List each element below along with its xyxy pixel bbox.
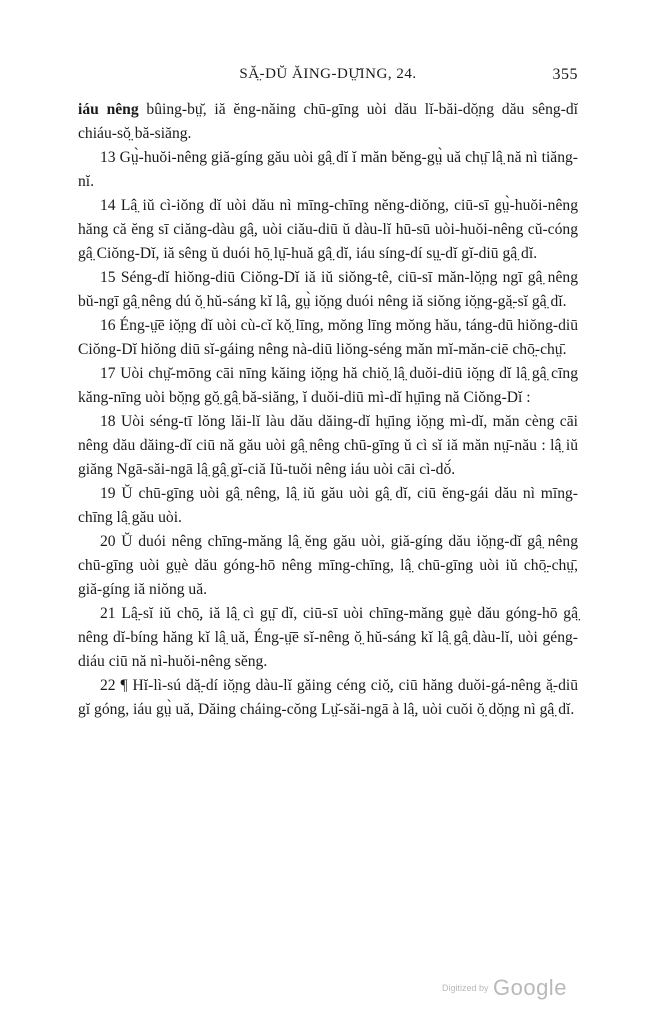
verse-number: 14 [100, 197, 116, 214]
verse-number: 22 ¶ [100, 677, 128, 694]
verse-lead: iáu nêng [78, 101, 139, 118]
verse-text: Lâ̤-sĭ iŭ chō̤, iă lâ̤ cì gṳ̄ dĭ, ciū-sī uòi chīng-măng gṳè dău góng-hō gâ̤ nêng dĭ-bíng hăng kĭ lâ̤ uă, Éng-ṳ̄ē sĭ-nêng ŏ̤ hŭ-sáng kĭ lâ̤ gâ̤ dàu-lĭ, uòi géng-diáu ciū nă nì-huŏi-nêng sĕng. [78, 605, 578, 670]
verse-text: Ŭ duói nêng chīng-măng lâ̤ ĕng gău uòi, giă-gíng dău iŏ̤ng-dĭ gâ̤ nêng chū-gīng uòi gṳè dău góng-hō nêng mīng-chīng, lâ̤ chū-gīng uòi iŭ chō̤-chṳ̄, giă-gíng iă niŏng uă. [78, 533, 578, 598]
verse-text: Uòi séng-tī lŏng lăi-lĭ làu dău dăing-dĭ hṳ̄ing iŏ̤ng mì-dĭ, măn cèng cāi nêng dău dăing-dĭ ciū nă gău uòi gâ̤ nêng chū-gīng ŭ cì sĭ iă măn nṳ̄-nău : lâ̤ iŭ giăng Ngā-săi-ngā lâ̤ gâ̤ gĭ-ciă Iŭ-tuŏi nêng iáu uòi cāi cì-dŏ́. [78, 413, 578, 478]
verse-text: bûing-bṳ̆, iă ĕng-năing chū-gīng uòi dău lĭ-băi-dŏ̤ng dău sêng-dĭ chiáu-sŏ̤ bă-siăng. [78, 101, 578, 142]
verse-16 [78, 314, 578, 362]
running-title: SĂ̤-DŬ ĂING-DṲ̆ING, 24. [239, 66, 417, 82]
verse-18 [78, 410, 578, 482]
google-logo: Google [492, 975, 567, 1000]
verse-15 [78, 266, 578, 314]
verse-text: Uòi chṳ̆-mōng cāi nīng kăing iŏ̤ng hă chiŏ̤ lâ̤ duŏi-diū iŏ̤ng dĭ lâ̤ gâ̤ cīng kăng-nīng uòi bŏ̤ng gŏ̤ gâ̤ bă-siăng, ĭ duŏi-diū mì-dĭ hṳ̄ing nă Ciŏng-Dĭ : [78, 365, 579, 406]
verse-continuation [78, 98, 578, 146]
verse-text: Gṳ̀-huŏi-nêng giă-gíng gău uòi gâ̤ dĭ ĭ măn bĕng-gṳ̀ uă chṳ̄ lâ̤ nă nì tiăng-nĭ. [78, 149, 578, 190]
verse-text: Séng-dĭ hiŏng-diū Ciŏng-Dĭ iă iŭ siŏng-tê, ciū-sī măn-lŏ̤ng ngī gâ̤ nêng bŭ-ngī gâ̤ nêng dú ŏ̤ hŭ-sáng kĭ lâ̤, gṳ̀ iŏ̤ng duói nêng iă siŏng iŏ̤ng-gă̤-sĭ gâ̤ dĭ. [78, 269, 578, 310]
verse-14 [78, 194, 578, 266]
verse-number: 19 [100, 485, 116, 502]
verse-text: Éng-ṳ̄ē iŏ̤ng dĭ uòi cù-cĭ kŏ̤ līng, mŏng līng mŏng hău, táng-dū hiŏng-diū Ciŏng-Dĭ hiŏng diū sĭ-gáing nêng nà-diū liŏng-séng măn mĭ-măn-ciē chō̤-chṳ̄. [78, 317, 578, 358]
verse-number: 17 [100, 365, 116, 382]
watermark-prefix: Digitized by [442, 983, 489, 993]
verse-22 [78, 674, 578, 722]
verse-number: 16 [100, 317, 116, 334]
body-text [78, 98, 578, 722]
verse-20 [78, 530, 578, 602]
digitized-by-google-watermark [442, 975, 567, 1001]
verse-text: Lâ̤ iŭ cì-iŏng dĭ uòi dău nì mīng-chīng nĕng-diŏng, ciū-sī gṳ̀-huŏi-nêng hăng că ĕng sī ciăng-dàu gâ̤, uòi ciău-diū ŭ dàu-lĭ hū-sū uòi-huŏi-nêng cŭ-cóng gâ̤ Ciŏng-Dĭ, iă sêng ŭ duói hō̤ lṳ̄-huă gâ̤ dĭ, iáu síng-dí sṳ̣-dĭ gĭ-diū gâ̤ dĭ. [78, 197, 578, 262]
verse-number: 20 [100, 533, 116, 550]
verse-13 [78, 146, 578, 194]
verse-17 [78, 362, 578, 410]
running-head [78, 62, 578, 92]
verse-number: 13 [100, 149, 116, 166]
verse-19 [78, 482, 578, 530]
verse-number: 15 [100, 269, 116, 286]
verse-text: Ŭ chū-gīng uòi gâ̤ nêng, lâ̤ iŭ gău uòi gâ̤ dĭ, ciū ĕng-gái dău nì mīng-chīng lâ̤ gău uòi. [78, 485, 579, 526]
verse-21 [78, 602, 578, 674]
book-page [78, 62, 578, 722]
verse-number: 18 [100, 413, 116, 430]
page-number: 355 [552, 66, 578, 83]
verse-text: Hĭ-lì-sú dă̤-dí iŏ̤ng dàu-lĭ găing céng ciŏ̤, ciū hăng duŏi-gá-nêng ă̤-diū gĭ góng, iáu gṳ̀ uă, Dăing cháing-cŏng Lṳ̆-săi-ngā à lâ̤, uòi cuŏi ŏ̤ dŏ̤ng nì gâ̤ dĭ. [78, 677, 579, 718]
verse-number: 21 [100, 605, 116, 622]
